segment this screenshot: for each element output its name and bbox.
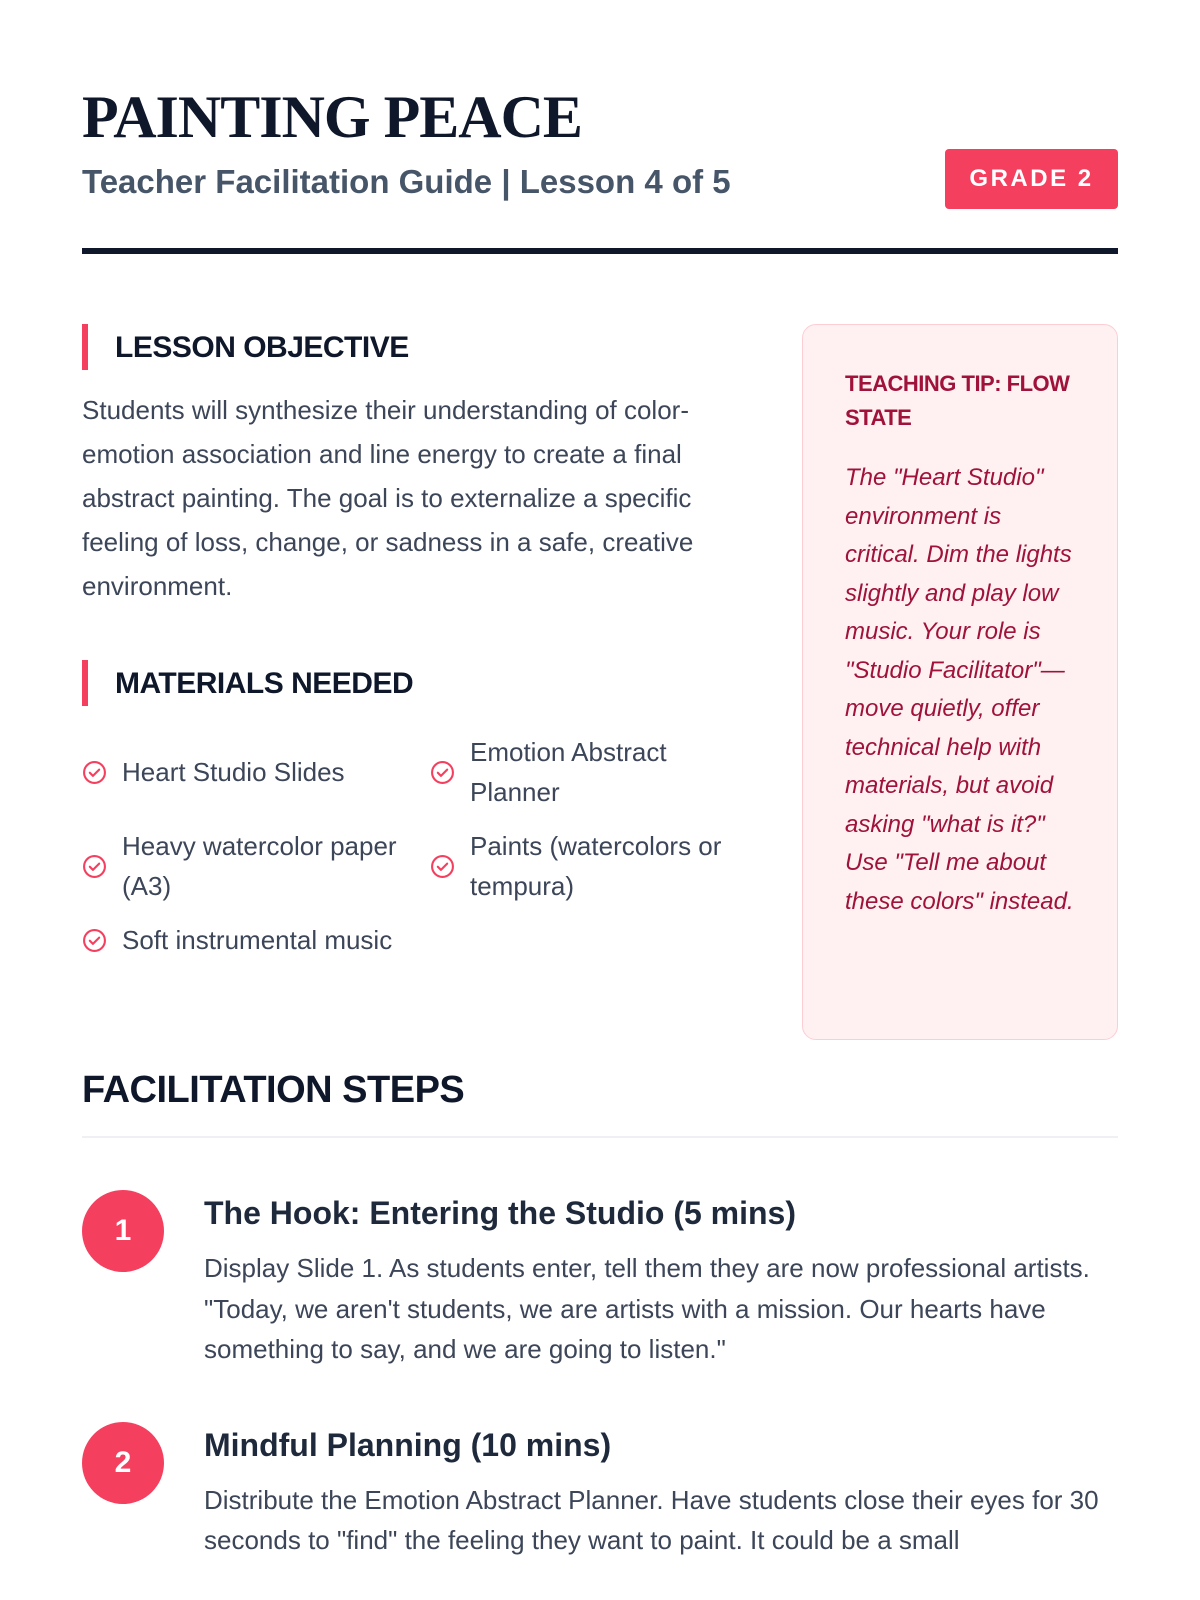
overview-section xyxy=(82,254,1118,1034)
material-label: Emotion Abstract Planner xyxy=(470,737,667,807)
step-number-badge: 2 xyxy=(82,1422,164,1504)
step-body: Display Slide 1. As students enter, tell them they are now professional artists. "Today, we aren't students, we are artists with a mission. Our hearts have something to say, and we are going to listen." xyxy=(204,1253,1090,1364)
material-item xyxy=(82,826,430,906)
material-label: Heart Studio Slides xyxy=(122,757,345,787)
material-item xyxy=(82,732,430,812)
check-circle-icon xyxy=(82,854,107,879)
material-label: Heavy watercolor paper (A3) xyxy=(122,831,397,901)
material-item xyxy=(430,826,760,906)
step-number-badge: 1 xyxy=(82,1190,164,1272)
teaching-tip-card xyxy=(802,324,1118,1040)
material-item xyxy=(82,920,430,960)
materials-heading: MATERIALS NEEDED xyxy=(82,660,762,708)
page-header xyxy=(82,0,1118,254)
objective-text: Students will synthesize their understanding of color-emotion association and line energy to create a final abstract painting. The goal is to externalize a specific feeling of loss, change, or sadness in a safe, creative environment. xyxy=(82,395,694,601)
check-circle-icon xyxy=(82,928,107,953)
page-title: PAINTING PEACE xyxy=(82,84,582,150)
teaching-tip-title: TEACHING TIP: FLOW STATE xyxy=(845,371,1070,430)
step-title: The Hook: Entering the Studio (5 mins) xyxy=(204,1195,796,1231)
teaching-tip-text: The "Heart Studio" environment is critical. Dim the lights slightly and play low music. Your role is "Studio Facilitator"—move quietly, offer technical help with materials, but avoid asking "what is it?" Use "Tell me about these colors" instead. xyxy=(845,464,1074,915)
grade-badge: GRADE 2 xyxy=(945,149,1118,209)
facilitation-steps-section xyxy=(82,1064,1118,1561)
material-label: Paints (watercolors or tempura) xyxy=(470,831,722,901)
lesson-details xyxy=(82,324,762,960)
page-subtitle: Teacher Facilitation Guide | Lesson 4 of 5 xyxy=(82,163,731,200)
objective-heading: LESSON OBJECTIVE xyxy=(82,324,762,372)
steps-divider xyxy=(82,1136,1118,1138)
material-item xyxy=(430,732,760,812)
materials-list xyxy=(82,732,762,960)
check-circle-icon xyxy=(82,760,107,785)
check-circle-icon xyxy=(430,854,455,879)
material-label: Soft instrumental music xyxy=(122,925,393,955)
step-item xyxy=(82,1422,1118,1561)
step-title: Mindful Planning (10 mins) xyxy=(204,1426,612,1463)
step-item xyxy=(82,1190,1118,1370)
check-circle-icon xyxy=(430,760,455,785)
steps-heading: FACILITATION STEPS xyxy=(82,1069,465,1111)
step-body: Distribute the Emotion Abstract Planner. Have students close their eyes for 30 seconds to "find" the feeling they want to paint. It could be a small xyxy=(204,1484,1099,1555)
